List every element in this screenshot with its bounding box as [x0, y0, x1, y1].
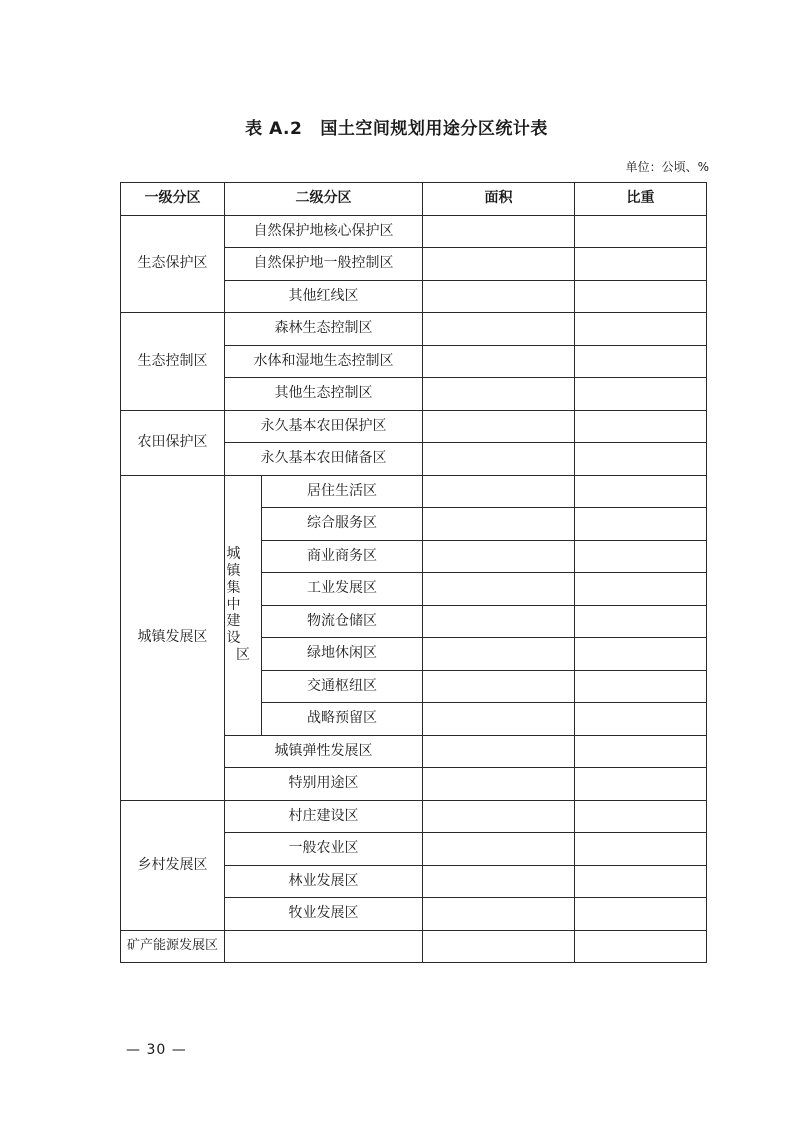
item-cell [225, 930, 423, 963]
table-row [121, 800, 707, 833]
ratio-cell [575, 508, 707, 541]
item-cell: 商业商务区 [262, 540, 423, 573]
table-title-prefix: 表 A.2 [245, 119, 303, 139]
header-area: 面积 [423, 183, 575, 216]
area-cell [423, 410, 575, 443]
table-row [121, 475, 707, 508]
group-farm-protect: 农田保护区 [121, 410, 225, 475]
area-cell [423, 833, 575, 866]
area-cell [423, 443, 575, 476]
ratio-cell [575, 735, 707, 768]
area-cell [423, 605, 575, 638]
area-cell [423, 313, 575, 346]
header-level1: 一级分区 [121, 183, 225, 216]
item-cell: 交通枢纽区 [262, 670, 423, 703]
item-cell: 森林生态控制区 [225, 313, 423, 346]
item-cell: 绿地休闲区 [262, 638, 423, 671]
item-cell: 其他红线区 [225, 280, 423, 313]
item-cell: 其他生态控制区 [225, 378, 423, 411]
ratio-cell [575, 215, 707, 248]
area-cell [423, 215, 575, 248]
item-cell: 永久基本农田保护区 [225, 410, 423, 443]
table-title [0, 114, 793, 139]
item-cell: 水体和湿地生态控制区 [225, 345, 423, 378]
ratio-cell [575, 605, 707, 638]
ratio-cell [575, 898, 707, 931]
ratio-cell [575, 280, 707, 313]
ratio-cell [575, 475, 707, 508]
area-cell [423, 508, 575, 541]
unit-note: 单位：公顷、% [625, 160, 709, 174]
table-row [121, 313, 707, 346]
subgroup-line: 城镇 [226, 546, 260, 579]
table-row [121, 930, 707, 963]
item-cell: 林业发展区 [225, 865, 423, 898]
ratio-cell [575, 930, 707, 963]
item-cell: 村庄建设区 [225, 800, 423, 833]
page-number: — 30 — [126, 1042, 187, 1058]
group-urban: 城镇发展区 [121, 475, 225, 800]
area-cell [423, 768, 575, 801]
table-row [121, 215, 707, 248]
ratio-cell [575, 573, 707, 606]
table-row [121, 410, 707, 443]
area-cell [423, 280, 575, 313]
ratio-cell [575, 540, 707, 573]
area-cell [423, 735, 575, 768]
area-cell [423, 703, 575, 736]
item-cell: 自然保护地核心保护区 [225, 215, 423, 248]
header-ratio: 比重 [575, 183, 707, 216]
area-cell [423, 475, 575, 508]
item-cell: 一般农业区 [225, 833, 423, 866]
ratio-cell [575, 378, 707, 411]
area-cell [423, 345, 575, 378]
area-cell [423, 378, 575, 411]
area-cell [423, 930, 575, 963]
ratio-cell [575, 638, 707, 671]
ratio-cell [575, 410, 707, 443]
table-title-text: 国土空间规划用途分区统计表 [320, 119, 548, 139]
area-cell [423, 670, 575, 703]
area-cell [423, 638, 575, 671]
area-cell [423, 865, 575, 898]
subgroup-line: 建设 [226, 613, 260, 647]
item-cell: 自然保护地一般控制区 [225, 248, 423, 281]
item-cell: 居住生活区 [262, 475, 423, 508]
header-level2: 二级分区 [225, 183, 423, 216]
subgroup-line: 区 [236, 646, 250, 663]
ratio-cell [575, 800, 707, 833]
area-cell [423, 898, 575, 931]
area-cell [423, 573, 575, 606]
ratio-cell [575, 248, 707, 281]
item-cell: 城镇弹性发展区 [225, 735, 423, 768]
item-cell: 战略预留区 [262, 703, 423, 736]
group-rural: 乡村发展区 [121, 800, 225, 930]
ratio-cell [575, 345, 707, 378]
ratio-cell [575, 833, 707, 866]
item-cell: 特别用途区 [225, 768, 423, 801]
ratio-cell [575, 670, 707, 703]
subgroup-urban-concentrated [225, 475, 262, 735]
group-eco-protect: 生态保护区 [121, 215, 225, 313]
header-row [121, 183, 707, 216]
item-cell: 综合服务区 [262, 508, 423, 541]
zoning-statistics-table [120, 182, 707, 963]
area-cell [423, 800, 575, 833]
group-mining: 矿产能源发展区 [121, 930, 225, 963]
ratio-cell [575, 313, 707, 346]
item-cell: 物流仓储区 [262, 605, 423, 638]
item-cell: 永久基本农田储备区 [225, 443, 423, 476]
ratio-cell [575, 768, 707, 801]
item-cell: 牧业发展区 [225, 898, 423, 931]
ratio-cell [575, 865, 707, 898]
area-cell [423, 248, 575, 281]
area-cell [423, 540, 575, 573]
ratio-cell [575, 443, 707, 476]
subgroup-line: 集中 [226, 579, 260, 613]
ratio-cell [575, 703, 707, 736]
item-cell: 工业发展区 [262, 573, 423, 606]
group-eco-control: 生态控制区 [121, 313, 225, 411]
